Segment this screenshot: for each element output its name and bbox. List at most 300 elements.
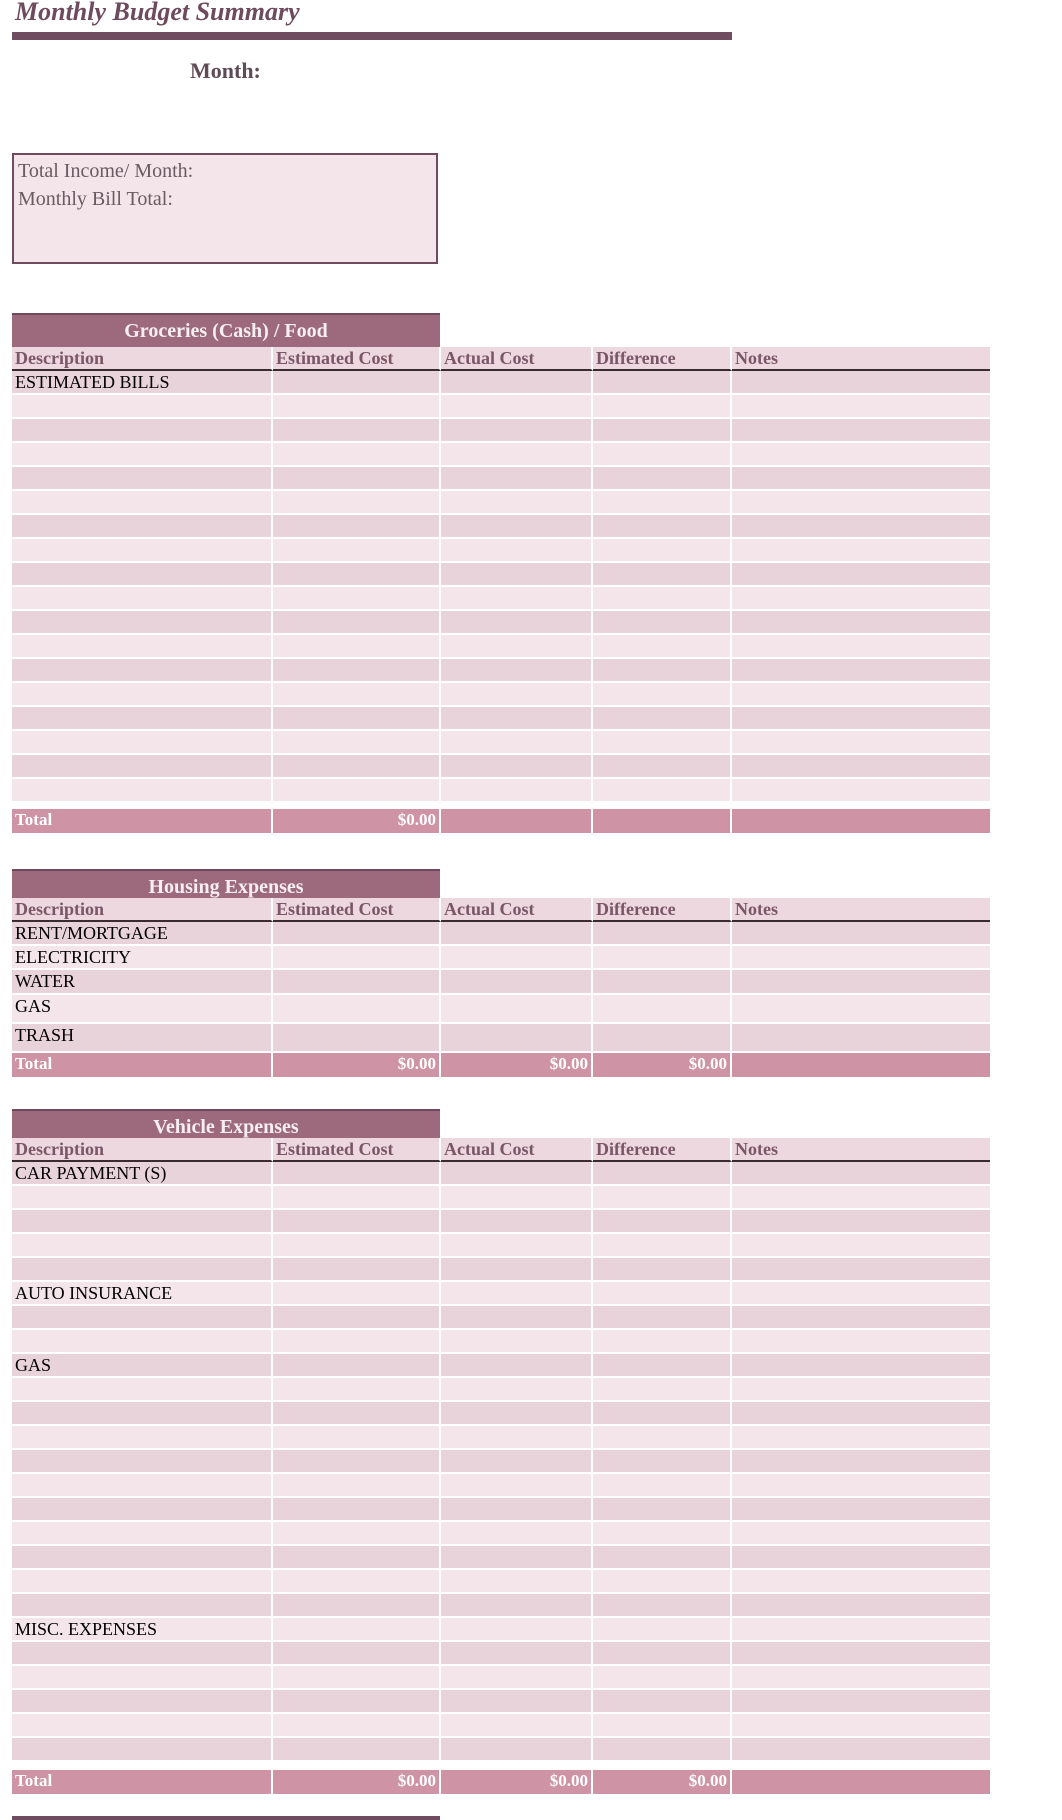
row-actual-cost-cell[interactable] [441,970,593,995]
row-description [12,1210,273,1234]
table-row [12,1186,990,1210]
row-notes-cell[interactable] [732,1666,990,1690]
row-difference-cell[interactable] [593,491,732,515]
row-description [12,731,273,755]
row-estimated-cost-cell[interactable] [273,1690,441,1714]
column-header-estimated-cost: Estimated Cost [273,898,441,922]
row-difference-cell[interactable] [593,1474,732,1498]
row-actual-cost-cell[interactable] [441,1210,593,1234]
column-header-difference: Difference [593,1138,732,1162]
row-estimated-cost-cell[interactable] [273,683,441,707]
row-difference-cell[interactable] [593,707,732,731]
row-description [12,395,273,419]
row-description [12,491,273,515]
row-difference-cell[interactable] [593,635,732,659]
total-actual-cost: $0.00 [441,1770,593,1794]
row-difference-cell[interactable] [593,1162,732,1186]
row-difference-cell[interactable] [593,395,732,419]
row-estimated-cost-cell[interactable] [273,563,441,587]
row-difference-cell[interactable] [593,1234,732,1258]
row-estimated-cost-cell[interactable] [273,1738,441,1762]
row-estimated-cost-cell[interactable] [273,1450,441,1474]
row-description: GAS [12,1354,273,1378]
row-notes-cell[interactable] [732,1306,990,1330]
row-actual-cost-cell[interactable] [441,1546,593,1570]
row-description [12,1498,273,1522]
row-estimated-cost-cell[interactable] [273,1618,441,1642]
row-actual-cost-cell[interactable] [441,659,593,683]
table-row [12,1378,990,1402]
row-description [12,1522,273,1546]
row-actual-cost-cell[interactable] [441,515,593,539]
row-estimated-cost-cell[interactable] [273,1522,441,1546]
table-row [12,419,990,443]
row-estimated-cost-cell[interactable] [273,395,441,419]
row-difference-cell[interactable] [593,419,732,443]
column-header-difference: Difference [593,347,732,371]
row-estimated-cost-cell[interactable] [273,1354,441,1378]
row-estimated-cost-cell[interactable] [273,1282,441,1306]
row-notes-cell[interactable] [732,755,990,779]
row-notes-cell[interactable] [732,1282,990,1306]
row-actual-cost-cell[interactable] [441,707,593,731]
row-difference-cell[interactable] [593,922,732,946]
row-difference-cell[interactable] [593,1450,732,1474]
row-estimated-cost-cell[interactable] [273,995,441,1024]
row-difference-cell[interactable] [593,970,732,995]
row-notes-cell[interactable] [732,1522,990,1546]
row-notes-cell[interactable] [732,1210,990,1234]
row-description [12,1234,273,1258]
row-difference-cell[interactable] [593,1546,732,1570]
column-header-estimated-cost: Estimated Cost [273,347,441,371]
monthly-bill-total-label: Monthly Bill Total: [18,188,173,210]
row-actual-cost-cell[interactable] [441,1378,593,1402]
total-estimated-cost: $0.00 [273,809,441,833]
row-estimated-cost-cell[interactable] [273,946,441,970]
table-row [12,395,990,419]
column-header-row [12,1138,990,1162]
row-estimated-cost-cell[interactable] [273,970,441,995]
row-notes-cell[interactable] [732,1024,990,1053]
row-description [12,1570,273,1594]
row-estimated-cost-cell[interactable] [273,515,441,539]
row-difference-cell[interactable] [593,1210,732,1234]
row-description [12,1426,273,1450]
row-notes-cell[interactable] [732,491,990,515]
row-notes-cell[interactable] [732,1186,990,1210]
row-actual-cost-cell[interactable] [441,1450,593,1474]
row-difference-cell[interactable] [593,995,732,1024]
row-estimated-cost-cell[interactable] [273,1258,441,1282]
row-notes-cell[interactable] [732,1594,990,1618]
column-header-row [12,347,990,371]
row-description: WATER [12,970,273,995]
column-header-notes: Notes [732,1138,990,1162]
row-notes-cell[interactable] [732,1498,990,1522]
row-description: CAR PAYMENT (S) [12,1162,273,1186]
row-description [12,1642,273,1666]
row-estimated-cost-cell[interactable] [273,1024,441,1053]
row-description [12,755,273,779]
column-header-description: Description [12,898,273,922]
row-difference-cell[interactable] [593,443,732,467]
row-actual-cost-cell[interactable] [441,683,593,707]
row-estimated-cost-cell[interactable] [273,755,441,779]
table-row [12,1234,990,1258]
row-actual-cost-cell[interactable] [441,1570,593,1594]
row-estimated-cost-cell[interactable] [273,371,441,395]
row-difference-cell[interactable] [593,1522,732,1546]
row-actual-cost-cell[interactable] [441,1330,593,1354]
row-notes-cell[interactable] [732,635,990,659]
row-notes-cell[interactable] [732,1354,990,1378]
total-estimated-cost: $0.00 [273,1770,441,1794]
row-estimated-cost-cell[interactable] [273,539,441,563]
row-estimated-cost-cell[interactable] [273,443,441,467]
row-difference-cell[interactable] [593,1282,732,1306]
column-header-row [12,898,990,922]
table-row [12,491,990,515]
row-actual-cost-cell[interactable] [441,539,593,563]
row-actual-cost-cell[interactable] [441,1522,593,1546]
row-notes-cell[interactable] [732,683,990,707]
table-row [12,443,990,467]
row-actual-cost-cell[interactable] [441,1162,593,1186]
column-header-description: Description [12,1138,273,1162]
row-difference-cell[interactable] [593,731,732,755]
page-title: Monthly Budget Summary [15,0,300,26]
row-description [12,467,273,491]
row-difference-cell[interactable] [593,1714,732,1738]
table-row [12,587,990,611]
row-estimated-cost-cell[interactable] [273,659,441,683]
table-row [12,515,990,539]
row-estimated-cost-cell[interactable] [273,587,441,611]
row-difference-cell[interactable] [593,683,732,707]
row-actual-cost-cell[interactable] [441,779,593,803]
row-notes-cell[interactable] [732,1474,990,1498]
row-estimated-cost-cell[interactable] [273,635,441,659]
vehicle-section-title: Vehicle Expenses [12,1109,440,1143]
row-estimated-cost-cell[interactable] [273,1714,441,1738]
row-estimated-cost-cell[interactable] [273,1330,441,1354]
table-row [12,1450,990,1474]
row-actual-cost-cell[interactable] [441,1642,593,1666]
table-row [12,659,990,683]
row-description [12,1306,273,1330]
row-difference-cell[interactable] [593,1402,732,1426]
row-actual-cost-cell[interactable] [441,1402,593,1426]
row-difference-cell[interactable] [593,1594,732,1618]
total-row [12,1770,990,1794]
row-notes-cell[interactable] [732,467,990,491]
row-notes-cell[interactable] [732,515,990,539]
row-actual-cost-cell[interactable] [441,1258,593,1282]
column-header-estimated-cost: Estimated Cost [273,1138,441,1162]
row-notes-cell[interactable] [732,995,990,1024]
row-notes-cell[interactable] [732,539,990,563]
housing-section-title: Housing Expenses [12,869,440,903]
title-divider [12,32,732,40]
row-difference-cell[interactable] [593,1354,732,1378]
row-estimated-cost-cell[interactable] [273,1234,441,1258]
groceries-section-title: Groceries (Cash) / Food [12,313,440,347]
row-actual-cost-cell[interactable] [441,1426,593,1450]
table-row [12,371,990,395]
row-notes-cell[interactable] [732,659,990,683]
row-estimated-cost-cell[interactable] [273,1426,441,1450]
row-description [12,1330,273,1354]
table-row [12,1714,990,1738]
row-estimated-cost-cell[interactable] [273,1498,441,1522]
row-estimated-cost-cell[interactable] [273,1570,441,1594]
table-row [12,1210,990,1234]
row-description [12,1186,273,1210]
table-row [12,1738,990,1762]
row-actual-cost-cell[interactable] [441,491,593,515]
row-difference-cell[interactable] [593,1186,732,1210]
row-difference-cell[interactable] [593,1306,732,1330]
table-row [12,1024,990,1053]
row-difference-cell[interactable] [593,1570,732,1594]
table-row [12,970,990,995]
total-actual-cost [441,809,593,833]
row-estimated-cost-cell[interactable] [273,707,441,731]
row-actual-cost-cell[interactable] [441,587,593,611]
column-header-actual-cost: Actual Cost [441,1138,593,1162]
row-description [12,1714,273,1738]
table-row [12,1498,990,1522]
row-description [12,1690,273,1714]
row-notes-cell[interactable] [732,587,990,611]
row-actual-cost-cell[interactable] [441,563,593,587]
row-description [12,1666,273,1690]
row-estimated-cost-cell[interactable] [273,1378,441,1402]
row-description [12,1450,273,1474]
row-notes-cell[interactable] [732,970,990,995]
row-actual-cost-cell[interactable] [441,1690,593,1714]
row-estimated-cost-cell[interactable] [273,1306,441,1330]
row-estimated-cost-cell[interactable] [273,1546,441,1570]
groceries-table [12,347,990,833]
table-row [12,1690,990,1714]
row-notes-cell[interactable] [732,946,990,970]
row-description [12,587,273,611]
row-notes-cell[interactable] [732,1378,990,1402]
table-row [12,1258,990,1282]
row-actual-cost-cell[interactable] [441,1666,593,1690]
row-difference-cell[interactable] [593,539,732,563]
row-notes-cell[interactable] [732,1738,990,1762]
row-difference-cell[interactable] [593,1426,732,1450]
table-row [12,1474,990,1498]
row-difference-cell[interactable] [593,563,732,587]
table-row [12,1522,990,1546]
total-description: Total [12,1053,273,1077]
row-actual-cost-cell[interactable] [441,371,593,395]
row-description [12,1378,273,1402]
row-notes-cell[interactable] [732,1426,990,1450]
row-difference-cell[interactable] [593,371,732,395]
row-notes-cell[interactable] [732,1714,990,1738]
row-notes-cell[interactable] [732,563,990,587]
row-difference-cell[interactable] [593,1024,732,1053]
table-row [12,563,990,587]
row-actual-cost-cell[interactable] [441,1738,593,1762]
row-actual-cost-cell[interactable] [441,731,593,755]
row-estimated-cost-cell[interactable] [273,491,441,515]
row-actual-cost-cell[interactable] [441,395,593,419]
row-estimated-cost-cell[interactable] [273,1642,441,1666]
table-row [12,731,990,755]
row-actual-cost-cell[interactable] [441,1474,593,1498]
summary-box [12,153,438,264]
row-notes-cell[interactable] [732,1258,990,1282]
row-actual-cost-cell[interactable] [441,611,593,635]
table-row [12,922,990,946]
table-row [12,635,990,659]
row-notes-cell[interactable] [732,1330,990,1354]
row-actual-cost-cell[interactable] [441,443,593,467]
row-notes-cell[interactable] [732,707,990,731]
row-notes-cell[interactable] [732,1690,990,1714]
row-difference-cell[interactable] [593,1330,732,1354]
row-difference-cell[interactable] [593,1738,732,1762]
row-description [12,707,273,731]
row-estimated-cost-cell[interactable] [273,467,441,491]
row-estimated-cost-cell[interactable] [273,1594,441,1618]
housing-table [12,898,990,1077]
column-header-actual-cost: Actual Cost [441,898,593,922]
row-description: ESTIMATED BILLS [12,371,273,395]
row-description [12,635,273,659]
table-row [12,707,990,731]
table-row [12,755,990,779]
row-notes-cell[interactable] [732,922,990,946]
row-notes-cell[interactable] [732,1402,990,1426]
column-header-difference: Difference [593,898,732,922]
row-actual-cost-cell[interactable] [441,755,593,779]
row-actual-cost-cell[interactable] [441,1024,593,1053]
row-actual-cost-cell[interactable] [441,922,593,946]
row-notes-cell[interactable] [732,1570,990,1594]
row-description: RENT/MORTGAGE [12,922,273,946]
row-actual-cost-cell[interactable] [441,1306,593,1330]
row-description: AUTO INSURANCE [12,1282,273,1306]
bottom-divider [12,1816,440,1820]
row-actual-cost-cell[interactable] [441,1714,593,1738]
row-difference-cell[interactable] [593,1642,732,1666]
row-difference-cell[interactable] [593,755,732,779]
table-row [12,946,990,970]
row-description [12,1258,273,1282]
row-notes-cell[interactable] [732,1450,990,1474]
row-notes-cell[interactable] [732,395,990,419]
row-difference-cell[interactable] [593,587,732,611]
row-difference-cell[interactable] [593,779,732,803]
row-difference-cell[interactable] [593,659,732,683]
row-estimated-cost-cell[interactable] [273,1402,441,1426]
row-actual-cost-cell[interactable] [441,946,593,970]
row-difference-cell[interactable] [593,1378,732,1402]
column-header-notes: Notes [732,347,990,371]
row-difference-cell[interactable] [593,1666,732,1690]
row-description [12,1402,273,1426]
table-row [12,611,990,635]
row-difference-cell[interactable] [593,1258,732,1282]
row-difference-cell[interactable] [593,946,732,970]
row-difference-cell[interactable] [593,1498,732,1522]
row-difference-cell[interactable] [593,1618,732,1642]
total-difference: $0.00 [593,1053,732,1077]
row-actual-cost-cell[interactable] [441,1234,593,1258]
row-notes-cell[interactable] [732,419,990,443]
row-estimated-cost-cell[interactable] [273,779,441,803]
vehicle-table [12,1138,990,1794]
row-notes-cell[interactable] [732,731,990,755]
row-description [12,779,273,803]
row-notes-cell[interactable] [732,1234,990,1258]
table-row [12,1594,990,1618]
row-actual-cost-cell[interactable] [441,1618,593,1642]
table-row [12,1426,990,1450]
row-difference-cell[interactable] [593,515,732,539]
row-actual-cost-cell[interactable] [441,995,593,1024]
total-difference: $0.00 [593,1770,732,1794]
row-notes-cell[interactable] [732,371,990,395]
table-row [12,779,990,803]
row-difference-cell[interactable] [593,611,732,635]
row-actual-cost-cell[interactable] [441,1186,593,1210]
row-estimated-cost-cell[interactable] [273,611,441,635]
row-notes-cell[interactable] [732,779,990,803]
row-description [12,683,273,707]
row-notes-cell[interactable] [732,611,990,635]
row-notes-cell[interactable] [732,443,990,467]
row-actual-cost-cell[interactable] [441,419,593,443]
total-income-label: Total Income/ Month: [18,160,194,182]
row-actual-cost-cell[interactable] [441,467,593,491]
table-row [12,995,990,1024]
row-estimated-cost-cell[interactable] [273,1162,441,1186]
row-difference-cell[interactable] [593,1690,732,1714]
row-estimated-cost-cell[interactable] [273,731,441,755]
row-actual-cost-cell[interactable] [441,1498,593,1522]
row-estimated-cost-cell[interactable] [273,419,441,443]
row-estimated-cost-cell[interactable] [273,1186,441,1210]
row-description: GAS [12,995,273,1024]
row-actual-cost-cell[interactable] [441,1282,593,1306]
row-actual-cost-cell[interactable] [441,635,593,659]
row-estimated-cost-cell[interactable] [273,1474,441,1498]
table-row [12,1402,990,1426]
table-row [12,1642,990,1666]
row-actual-cost-cell[interactable] [441,1594,593,1618]
row-difference-cell[interactable] [593,467,732,491]
row-estimated-cost-cell[interactable] [273,922,441,946]
row-notes-cell[interactable] [732,1642,990,1666]
row-actual-cost-cell[interactable] [441,1354,593,1378]
row-notes-cell[interactable] [732,1546,990,1570]
row-description [12,1546,273,1570]
table-row [12,1330,990,1354]
row-notes-cell[interactable] [732,1618,990,1642]
total-estimated-cost: $0.00 [273,1053,441,1077]
row-estimated-cost-cell[interactable] [273,1666,441,1690]
row-estimated-cost-cell[interactable] [273,1210,441,1234]
row-notes-cell[interactable] [732,1162,990,1186]
